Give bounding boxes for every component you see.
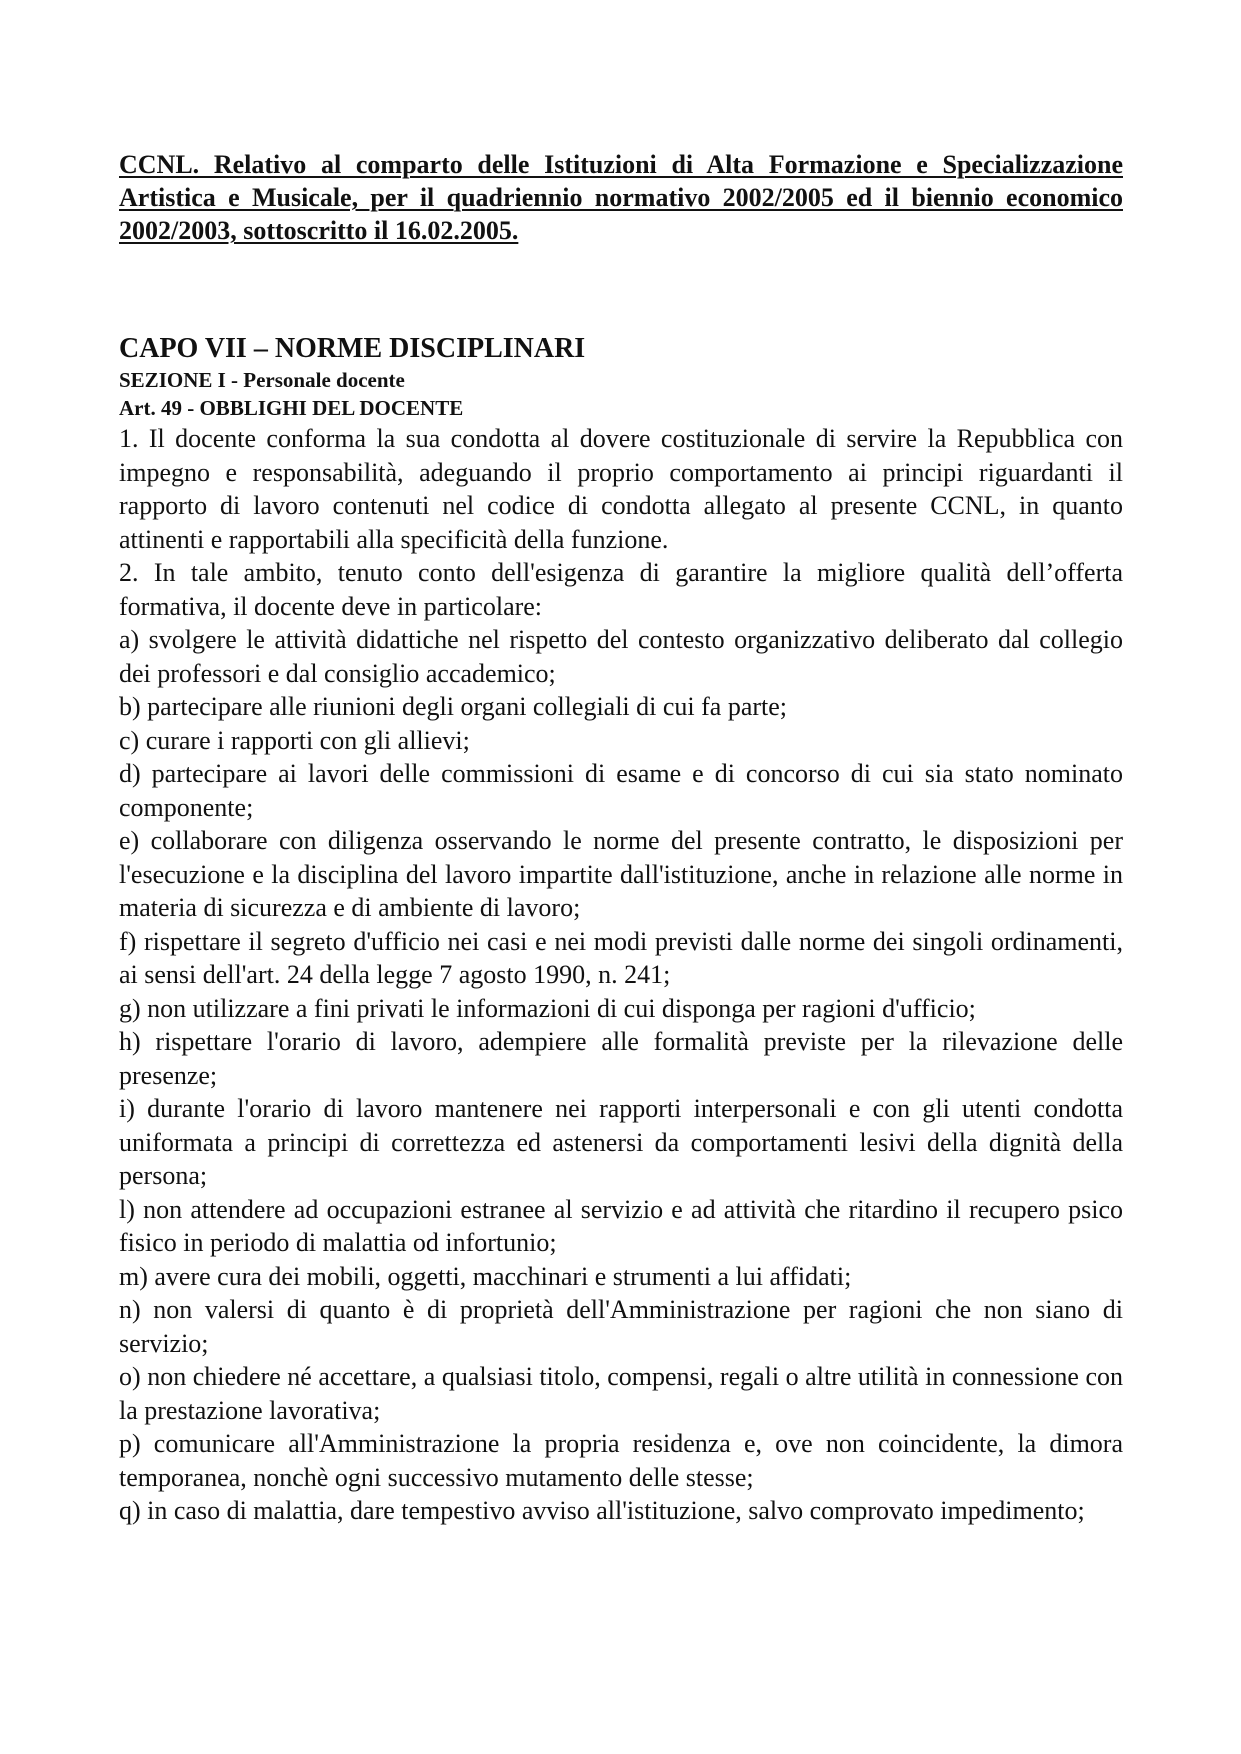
item-h: h) rispettare l'orario di lavoro, adempiere alle formalità previste per la rilevazione delle presenze; [119,1027,1123,1090]
article-body [119,422,1123,1528]
item-f: f) rispettare il segreto d'ufficio nei casi e nei modi previsti dalle norme dei singoli ordinamenti, ai sensi dell'art. 24 della legge 7 agosto 1990, n. 241; [119,926,1123,989]
item-p: p) comunicare all'Amministrazione la propria residenza e, ove non coincidente, la dimora temporanea, nonchè ogni successivo mutamento delle stesse; [119,1429,1123,1492]
document-title: CCNL. Relativo al comparto delle Istituzioni di Alta Formazione e Specializzazione Artistica e Musicale, per il quadriennio normativo 2002/2005 ed il biennio economico 2002/2003, sottoscritto il 16.02.2005. [119,150,1123,245]
item-o: o) non chiedere né accettare, a qualsiasi titolo, compensi, regali o altre utilità in connessione con la prestazione lavorativa; [119,1362,1123,1425]
chapter-heading: CAPO VII – NORME DISCIPLINARI [119,333,586,364]
item-g: g) non utilizzare a fini privati le informazioni di cui disponga per ragioni d'ufficio; [119,993,976,1023]
paragraph-1: 1. Il docente conforma la sua condotta al dovere costituzionale di servire la Repubblica con impegno e responsabilità, adeguando il proprio comportamento ai principi riguardanti il rapporto di lavoro contenuti nel codice di condotta allegato al presente CCNL, in quanto attinenti e rapportabili alla specificità della funzione. [119,424,1123,554]
item-a: a) svolgere le attività didattiche nel rispetto del contesto organizzativo deliberato dal collegio dei professori e dal consiglio accademico; [119,625,1123,688]
item-m: m) avere cura dei mobili, oggetti, macchinari e strumenti a lui affidati; [119,1261,852,1291]
paragraph-2: 2. In tale ambito, tenuto conto dell'esigenza di garantire la migliore qualità dell’offerta formativa, il docente deve in particolare: [119,558,1123,621]
item-c: c) curare i rapporti con gli allievi; [119,725,470,755]
item-l: l) non attendere ad occupazioni estranee al servizio e ad attività che ritardino il recupero psico fisico in periodo di malattia od infortunio; [119,1194,1123,1257]
item-n: n) non valersi di quanto è di proprietà dell'Amministrazione per ragioni che non siano di servizio; [119,1295,1123,1358]
item-i: i) durante l'orario di lavoro mantenere nei rapporti interpersonali e con gli utenti condotta uniformata a principi di correttezza ed astenersi da comportamenti lesivi della dignità della persona; [119,1094,1123,1190]
document-page [119,148,1123,1528]
item-b: b) partecipare alle riunioni degli organi collegiali di cui fa parte; [119,692,788,721]
section-heading: SEZIONE I - Personale docente [119,368,405,392]
item-e: e) collaborare con diligenza osservando le norme del presente contratto, le disposizioni per l'esecuzione e la disciplina del lavoro impartite dall'istituzione, anche in relazione alle norme in materia di sicurezza e di ambiente di lavoro; [119,826,1123,922]
article-heading: Art. 49 - OBBLIGHI DEL DOCENTE [119,396,464,420]
item-d: d) partecipare ai lavori delle commissioni di esame e di concorso di cui sia stato nominato componente; [119,759,1123,822]
item-q: q) in caso di malattia, dare tempestivo avviso all'istituzione, salvo comprovato impedimento; [119,1496,1085,1525]
